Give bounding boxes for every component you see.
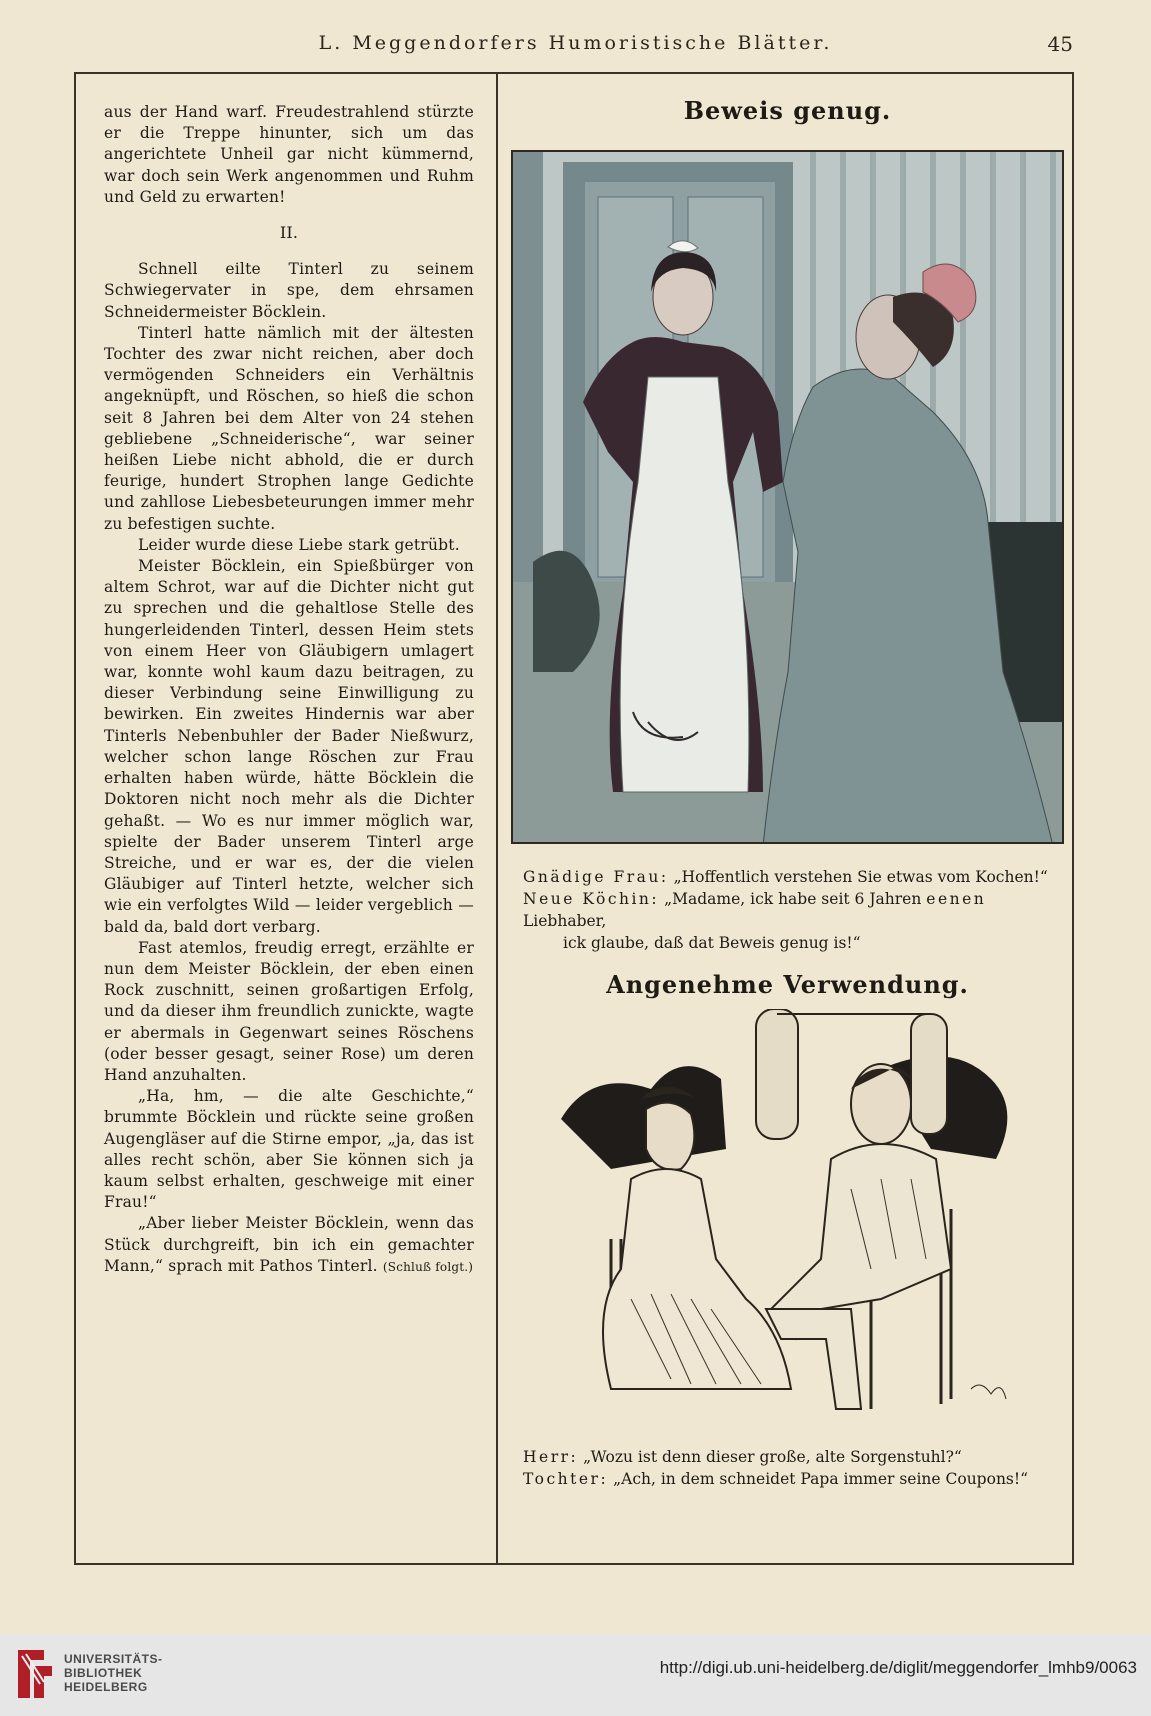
section-number: II.	[279, 223, 299, 243]
cartoon1-title: Beweis genug.	[683, 96, 892, 125]
cartoon2-illustration	[551, 1009, 1031, 1429]
speaker-label: Neue Köchin:	[523, 890, 660, 908]
dialogue-text: „Ach, in dem schneidet Papa immer seine Coupons!“	[613, 1470, 1029, 1488]
dialogue-text: ick glaube, daß dat Beweis genug is!“	[563, 934, 861, 952]
library-name	[64, 1652, 163, 1694]
cartoon1-caption	[523, 866, 1063, 954]
library-footer	[0, 1634, 1151, 1716]
speaker-label: Gnädige Frau:	[523, 868, 669, 886]
cartoon-column	[501, 74, 1074, 1563]
cartoon1-drawing	[513, 152, 1064, 844]
library-name-line: UNIVERSITÄTS-	[64, 1652, 163, 1666]
column-divider	[496, 74, 498, 1563]
cartoon2-caption	[523, 1446, 1068, 1490]
story-paragraph: Tinterl hatte nämlich mit der ältesten Tochter des zwar nicht reichen, aber doch vermögenden Schneiders ein Verhältnis angeknüpft, und Röschen, so hieß die schon seit 8 Jahren bei dem Alter von 24 stehen gebliebene „Schneiderische“, war seiner heißen Liebe nicht abhold, die er durch feurige, hundert Strophen lange Gedichte und zahllose Liebesbeteurungen immer mehr zu befestigen suchte.	[104, 323, 474, 533]
speaker-label: Tochter:	[523, 1470, 609, 1488]
story-text: „Aber lieber Meister Böcklein, wenn das Stück durchgreift, bin ich ein gemachter Mann,“ sprach mit Pathos Tinterl.	[104, 1214, 474, 1275]
dialogue-text: Liebhaber,	[523, 912, 607, 930]
story-column	[104, 102, 474, 1278]
caption-line	[523, 866, 1063, 888]
cartoon2-title: Angenehme Verwendung.	[606, 970, 969, 999]
caption-line	[523, 1446, 1068, 1468]
emphasized-word: eenen	[926, 890, 987, 908]
caption-line	[523, 888, 1063, 932]
story-paragraph: Meister Böcklein, ein Spießbürger von altem Schrot, war auf die Dichter nicht gut zu sprechen und die gehaltlose Stelle des hungerleidenden Tinterl, dessen Heim stets von einem Heer von Gläubigern umlagert war, konnte wohl kaum dazu beitragen, zu dieser Verbindung seine Einwilligung zu bewirken. Ein zweites Hindernis war aber Tinterls Nebenbuhler der Bader Nießwurz, welcher schon lange Röschen zur Frau erhalten haben würde, hätte Böcklein die Doktoren nicht noch mehr als die Dichter gehaßt. — Wo es nur immer möglich war, spielte der Bader unserem Tinterl arge Streiche, und er war es, der die vielen Gläubiger auf Tinterl hetzte, welcher sich wie ein verfolgtes Wild — leider vergeblich — bald da, bald dort verbarg.	[104, 557, 474, 936]
dialogue-text: „Hoffentlich verstehen Sie etwas vom Kochen!“	[673, 868, 1048, 886]
speaker-label: Herr:	[523, 1448, 579, 1466]
cartoon2-drawing	[551, 1009, 1031, 1429]
caption-line	[523, 1468, 1068, 1490]
cartoon1-illustration	[511, 150, 1064, 844]
continuation-note: (Schluß folgt.)	[382, 1259, 474, 1274]
story-paragraph: aus der Hand warf. Freudestrahlend stürzte er die Treppe hinunter, sich um das angerichtete Unheil gar nicht kümmernd, war doch sein Werk angenommen und Ruhm und Geld zu erwarten!	[104, 103, 474, 206]
source-url-link[interactable]: http://digi.ub.uni-heidelberg.de/diglit/meggendorfer_lmhb9/0063	[659, 1658, 1137, 1677]
running-title: L. Meggendorfers Humoristische Blätter.	[318, 32, 833, 54]
page-frame	[74, 72, 1074, 1565]
library-name-line: HEIDELBERG	[64, 1680, 148, 1694]
page-number: 45	[1047, 32, 1073, 56]
story-paragraph	[104, 1213, 474, 1278]
dialogue-text: „Wozu ist denn dieser große, alte Sorgenstuhl?“	[583, 1448, 962, 1466]
story-paragraph: Fast atemlos, freudig erregt, erzählte er nun dem Meister Böcklein, der eben einen Rock zuschnitt, seinen großartigen Erfolg, und da dieser ihm freundlich zunickte, wagte er abermals in Gegenwart seines Röschens (oder besser gesagt, seiner Rose) um deren Hand anzuhalten.	[104, 938, 474, 1084]
story-paragraph: Schnell eilte Tinterl zu seinem Schwiegervater in spe, dem ehrsamen Schneidermeister Böcklein.	[104, 260, 474, 321]
library-name-line: BIBLIOTHEK	[64, 1666, 143, 1680]
story-paragraph: Leider wurde diese Liebe stark getrübt.	[138, 535, 460, 554]
library-logo-icon	[14, 1646, 56, 1702]
story-paragraph: „Ha, hm, — die alte Geschichte,“ brummte Böcklein und rückte seine großen Augengläser auf die Stirne empor, „ja, das ist alles recht schön, aber Sie können sich ja kaum selbst erhalten, geschweige mit einer Frau!“	[104, 1087, 474, 1212]
dialogue-text: „Madame, ick habe seit 6 Jahren	[664, 890, 922, 908]
